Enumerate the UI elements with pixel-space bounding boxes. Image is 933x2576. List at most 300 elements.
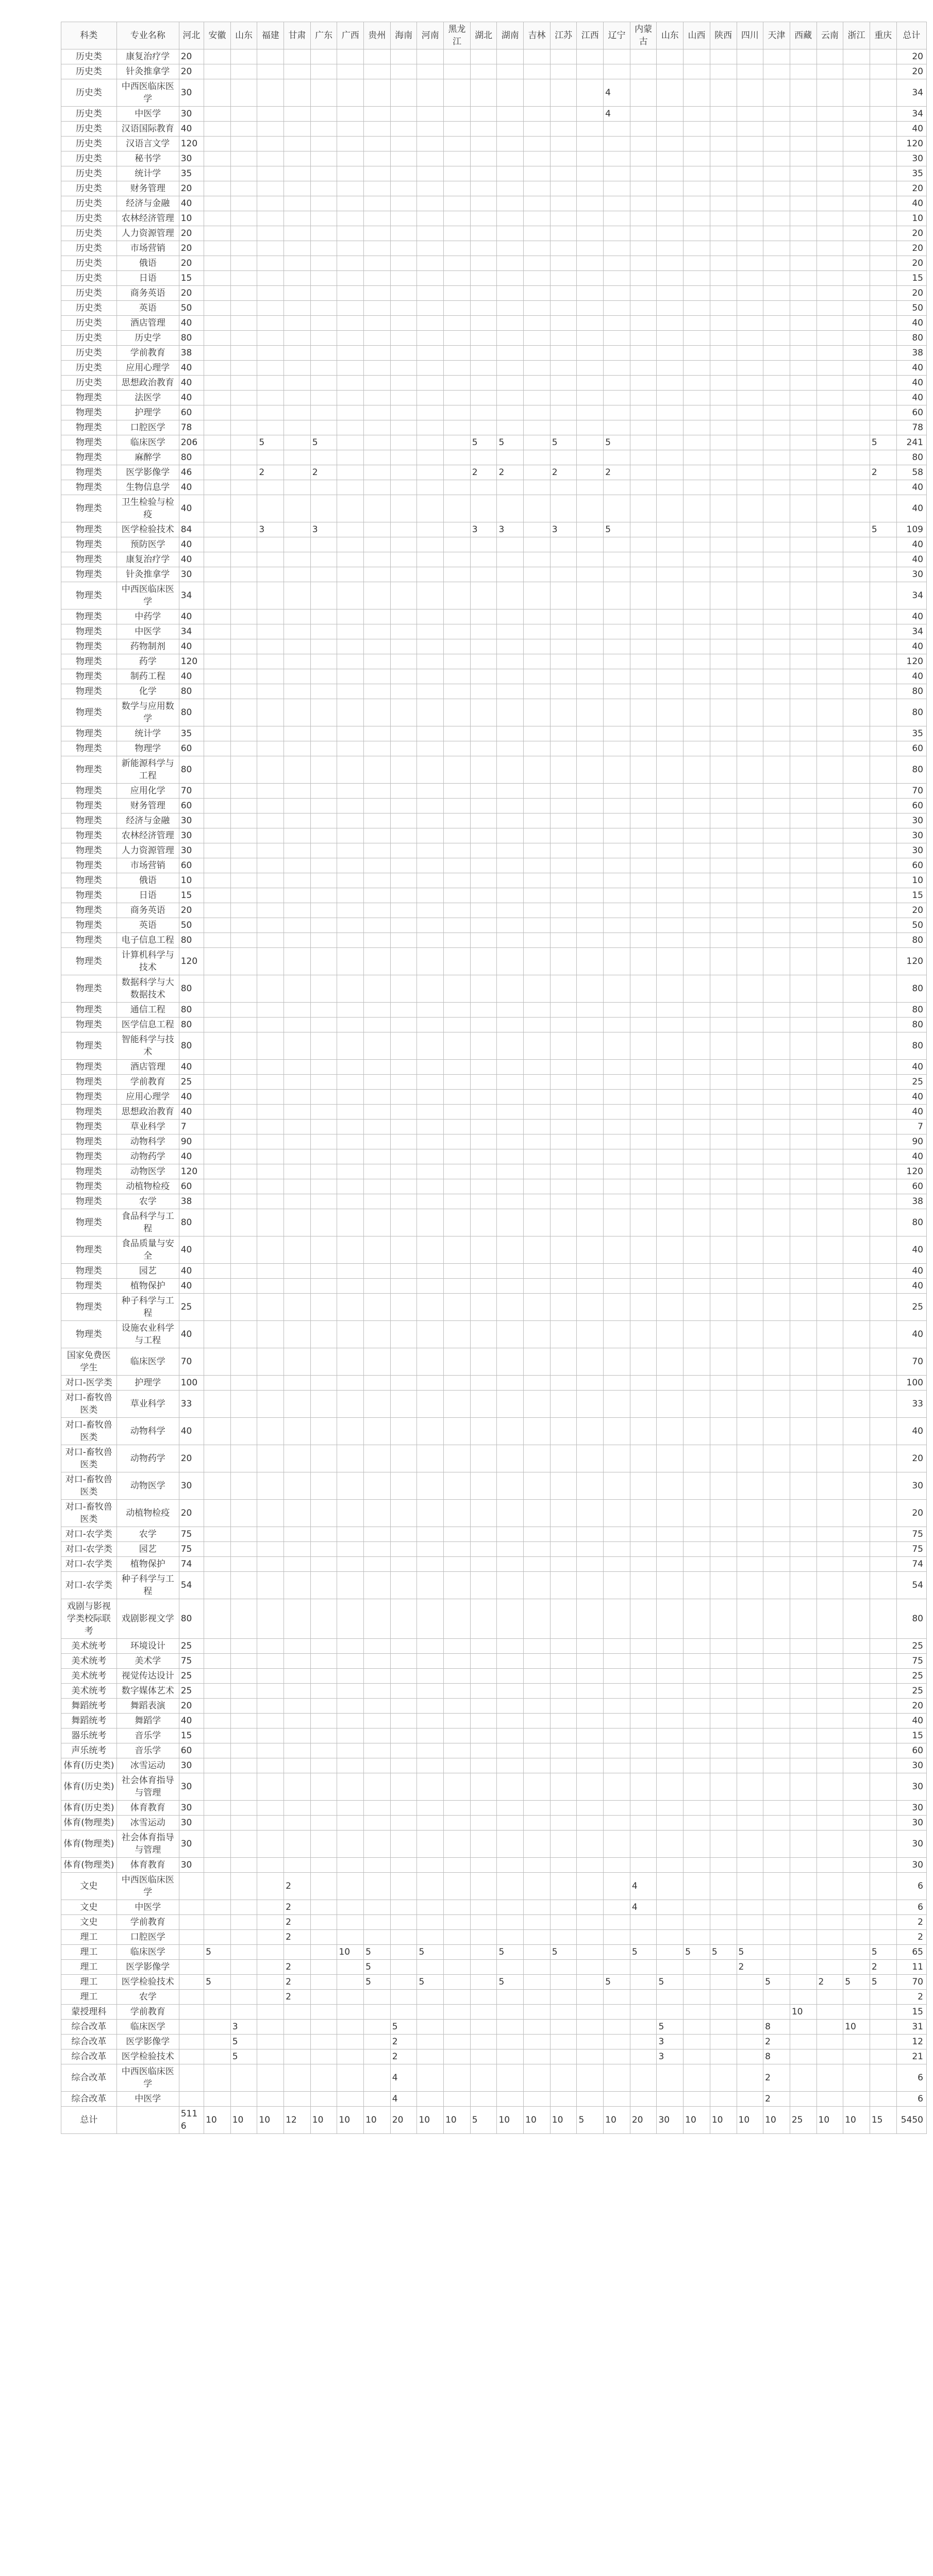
quota-cell: [230, 799, 257, 814]
quota-cell: [737, 122, 763, 137]
quota-cell: [470, 151, 497, 166]
quota-cell: [604, 814, 630, 828]
quota-cell: [684, 933, 710, 948]
quota-cell: [790, 376, 817, 391]
quota-cell: [230, 1572, 257, 1599]
quota-cell: [843, 480, 870, 495]
quota-cell: [390, 137, 417, 151]
quota-cell: [684, 567, 710, 582]
quota-cell: [763, 286, 790, 301]
quota-cell: [763, 1542, 790, 1557]
quota-cell: [817, 1348, 843, 1376]
quota-cell: [684, 2092, 710, 2107]
quota-cell: [870, 1209, 896, 1236]
quota-cell: [417, 873, 444, 888]
quota-cell: 60: [179, 1743, 204, 1758]
quota-cell: [230, 828, 257, 843]
total-cell: 25: [896, 1669, 926, 1684]
quota-cell: [497, 2092, 524, 2107]
quota-cell: 5: [737, 1945, 763, 1960]
quota-cell: [470, 331, 497, 346]
quota-cell: [364, 609, 391, 624]
quota-cell: [470, 933, 497, 948]
quota-cell: [577, 1542, 604, 1557]
quota-cell: [710, 1873, 737, 1900]
quota-cell: [444, 858, 471, 873]
quota-cell: [817, 903, 843, 918]
quota-cell: [230, 286, 257, 301]
quota-cell: [604, 1930, 630, 1945]
quota-cell: [390, 256, 417, 271]
subject-cell: 体育(物理类): [61, 1831, 117, 1858]
quota-cell: [337, 828, 364, 843]
subject-cell: 历史类: [61, 316, 117, 331]
subject-cell: 文史: [61, 1915, 117, 1930]
quota-cell: [497, 1321, 524, 1348]
total-cell: 25: [896, 1639, 926, 1654]
quota-cell: [737, 522, 763, 537]
subject-cell: 综合改革: [61, 2020, 117, 2035]
quota-cell: [337, 2005, 364, 2020]
quota-cell: [817, 256, 843, 271]
quota-cell: [390, 346, 417, 361]
quota-cell: [630, 405, 657, 420]
subject-cell: 理工: [61, 1975, 117, 1990]
quota-cell: [337, 756, 364, 784]
table-row: [61, 1003, 927, 1018]
quota-cell: [604, 1527, 630, 1542]
quota-cell: [870, 1149, 896, 1164]
table-row: [61, 1321, 927, 1348]
quota-cell: [684, 1527, 710, 1542]
quota-cell: 5: [710, 1945, 737, 1960]
quota-cell: [604, 1075, 630, 1090]
quota-cell: [843, 1773, 870, 1801]
quota-cell: [497, 756, 524, 784]
total-cell: 20: [896, 49, 926, 64]
quota-cell: [684, 699, 710, 726]
quota-cell: [310, 582, 337, 609]
quota-cell: [524, 756, 551, 784]
quota-cell: [204, 1164, 231, 1179]
quota-cell: [524, 49, 551, 64]
quota-cell: [843, 1348, 870, 1376]
quota-cell: [684, 1164, 710, 1179]
quota-cell: [364, 1542, 391, 1557]
quota-cell: 206: [179, 435, 204, 450]
quota-cell: 5: [497, 435, 524, 450]
quota-cell: [257, 1684, 284, 1699]
quota-cell: [737, 376, 763, 391]
quota-cell: [817, 975, 843, 1003]
quota-cell: 30: [179, 843, 204, 858]
quota-cell: [230, 107, 257, 122]
quota-cell: [843, 316, 870, 331]
table-row: [61, 1090, 927, 1105]
quota-cell: [550, 582, 577, 609]
quota-cell: [364, 420, 391, 435]
quota-cell: [444, 271, 471, 286]
quota-cell: [870, 1376, 896, 1391]
quota-cell: [630, 316, 657, 331]
quota-cell: [230, 450, 257, 465]
quota-cell: 40: [179, 361, 204, 376]
quota-cell: [230, 948, 257, 975]
quota-cell: [737, 1264, 763, 1279]
quota-cell: 5: [230, 2035, 257, 2049]
quota-cell: [204, 1930, 231, 1945]
quota-cell: [310, 933, 337, 948]
quota-cell: [204, 2064, 231, 2092]
quota-cell: [444, 1264, 471, 1279]
quota-cell: [657, 1075, 684, 1090]
quota-cell: [284, 828, 311, 843]
quota-cell: [524, 480, 551, 495]
quota-cell: [204, 582, 231, 609]
quota-cell: [470, 1801, 497, 1816]
quota-cell: [710, 1090, 737, 1105]
quota-cell: [604, 2049, 630, 2064]
quota-cell: [657, 181, 684, 196]
quota-cell: [843, 2049, 870, 2064]
major-cell: 中医学: [116, 107, 179, 122]
quota-cell: [630, 609, 657, 624]
quota-cell: 10: [737, 2107, 763, 2134]
quota-cell: [470, 49, 497, 64]
quota-cell: [444, 1149, 471, 1164]
quota-cell: [657, 420, 684, 435]
quota-cell: [204, 624, 231, 639]
total-cell: 38: [896, 1194, 926, 1209]
total-cell: 40: [896, 1279, 926, 1294]
quota-cell: [630, 1527, 657, 1542]
quota-cell: [497, 79, 524, 107]
quota-cell: [790, 828, 817, 843]
quota-cell: 25: [790, 2107, 817, 2134]
quota-cell: [737, 1728, 763, 1743]
quota-cell: [870, 933, 896, 948]
quota-cell: [843, 1728, 870, 1743]
quota-cell: [497, 1639, 524, 1654]
quota-cell: [657, 699, 684, 726]
quota-cell: [684, 1990, 710, 2005]
quota-cell: [417, 226, 444, 241]
subject-cell: 物理类: [61, 1179, 117, 1194]
quota-cell: 40: [179, 122, 204, 137]
quota-cell: [737, 699, 763, 726]
quota-cell: [310, 1758, 337, 1773]
quota-cell: [737, 271, 763, 286]
quota-cell: [763, 948, 790, 975]
quota-cell: [817, 316, 843, 331]
quota-cell: [524, 1294, 551, 1321]
quota-cell: [524, 1816, 551, 1831]
quota-cell: [763, 1773, 790, 1801]
quota-cell: [497, 582, 524, 609]
quota-cell: [577, 1149, 604, 1164]
quota-cell: [284, 49, 311, 64]
quota-cell: [790, 799, 817, 814]
quota-cell: [444, 537, 471, 552]
total-cell: 40: [896, 122, 926, 137]
quota-cell: [817, 522, 843, 537]
quota-cell: [390, 211, 417, 226]
quota-cell: [257, 933, 284, 948]
quota-cell: 2: [284, 1915, 311, 1930]
quota-cell: [524, 1179, 551, 1194]
major-cell: 临床医学: [116, 1945, 179, 1960]
quota-cell: 70: [179, 784, 204, 799]
quota-cell: [417, 1391, 444, 1418]
quota-cell: [684, 2049, 710, 2064]
quota-cell: [550, 918, 577, 933]
quota-cell: [257, 799, 284, 814]
quota-cell: [817, 1134, 843, 1149]
quota-cell: [763, 1990, 790, 2005]
quota-cell: [497, 975, 524, 1003]
quota-cell: [257, 1599, 284, 1639]
quota-cell: [390, 799, 417, 814]
quota-cell: [817, 1801, 843, 1816]
quota-cell: [524, 107, 551, 122]
major-cell: 音乐学: [116, 1728, 179, 1743]
quota-cell: [710, 1472, 737, 1500]
quota-cell: [230, 1557, 257, 1572]
quota-cell: 2: [390, 2049, 417, 2064]
quota-cell: [524, 1801, 551, 1816]
quota-cell: [310, 1060, 337, 1075]
quota-cell: [417, 1236, 444, 1264]
quota-cell: [284, 1500, 311, 1527]
quota-cell: [843, 241, 870, 256]
quota-cell: [390, 1003, 417, 1018]
major-cell: 动物科学: [116, 1418, 179, 1445]
quota-cell: [763, 609, 790, 624]
quota-cell: [870, 211, 896, 226]
quota-cell: 2: [870, 465, 896, 480]
quota-cell: [337, 1873, 364, 1900]
quota-cell: [444, 1990, 471, 2005]
quota-cell: [817, 1699, 843, 1714]
quota-cell: [284, 726, 311, 741]
subject-cell: 物理类: [61, 1264, 117, 1279]
quota-cell: [684, 1714, 710, 1728]
quota-cell: 80: [179, 933, 204, 948]
quota-cell: [604, 1743, 630, 1758]
quota-cell: [790, 567, 817, 582]
quota-cell: [604, 1960, 630, 1975]
subject-cell: 综合改革: [61, 2035, 117, 2049]
total-cell: 40: [896, 391, 926, 405]
subject-cell: 对口-农学类: [61, 1557, 117, 1572]
quota-cell: [497, 1209, 524, 1236]
total-cell: 30: [896, 814, 926, 828]
total-cell: 30: [896, 1816, 926, 1831]
quota-cell: [577, 49, 604, 64]
quota-cell: [657, 151, 684, 166]
total-cell: 40: [896, 1105, 926, 1120]
column-header: 总计: [896, 22, 926, 49]
quota-cell: [604, 122, 630, 137]
table-row: [61, 933, 927, 948]
quota-cell: [364, 64, 391, 79]
quota-cell: [444, 522, 471, 537]
quota-cell: [444, 405, 471, 420]
quota-cell: [417, 843, 444, 858]
quota-cell: [417, 1873, 444, 1900]
quota-cell: [444, 331, 471, 346]
quota-cell: [737, 301, 763, 316]
total-cell: 80: [896, 756, 926, 784]
quota-cell: [763, 784, 790, 799]
quota-cell: [684, 1032, 710, 1060]
quota-cell: 2: [470, 465, 497, 480]
quota-cell: [179, 2092, 204, 2107]
quota-cell: [817, 552, 843, 567]
quota-cell: [444, 420, 471, 435]
quota-cell: [470, 1816, 497, 1831]
quota-cell: [310, 480, 337, 495]
quota-cell: [737, 1209, 763, 1236]
quota-cell: [230, 166, 257, 181]
quota-cell: 40: [179, 552, 204, 567]
quota-cell: [524, 1572, 551, 1599]
major-cell: 麻醉学: [116, 450, 179, 465]
quota-cell: [257, 1090, 284, 1105]
column-header: 黑龙江: [444, 22, 471, 49]
quota-cell: [684, 975, 710, 1003]
quota-cell: [257, 567, 284, 582]
quota-cell: [257, 858, 284, 873]
quota-cell: [337, 2064, 364, 2092]
quota-cell: [657, 1557, 684, 1572]
column-header: 福建: [257, 22, 284, 49]
quota-cell: [310, 391, 337, 405]
quota-cell: [524, 166, 551, 181]
quota-cell: [577, 1060, 604, 1075]
total-cell: 74: [896, 1557, 926, 1572]
quota-cell: [550, 211, 577, 226]
quota-cell: [524, 1032, 551, 1060]
quota-cell: [737, 537, 763, 552]
quota-cell: [710, 465, 737, 480]
quota-cell: 10: [604, 2107, 630, 2134]
major-cell: 应用心理学: [116, 361, 179, 376]
quota-cell: [497, 1557, 524, 1572]
quota-cell: [870, 1990, 896, 2005]
quota-cell: [737, 873, 763, 888]
quota-cell: [550, 1542, 577, 1557]
quota-cell: [737, 64, 763, 79]
quota-cell: [763, 684, 790, 699]
quota-cell: [630, 1654, 657, 1669]
quota-cell: [737, 843, 763, 858]
quota-cell: [470, 1915, 497, 1930]
quota-cell: [870, 741, 896, 756]
subject-cell: 对口-畜牧兽医类: [61, 1500, 117, 1527]
quota-cell: [310, 1816, 337, 1831]
quota-cell: 20: [179, 181, 204, 196]
quota-cell: 5: [843, 1975, 870, 1990]
quota-cell: [524, 537, 551, 552]
quota-cell: [257, 1003, 284, 1018]
quota-cell: [497, 1149, 524, 1164]
quota-cell: [684, 1816, 710, 1831]
quota-cell: [843, 495, 870, 522]
quota-cell: [763, 151, 790, 166]
total-cell: 30: [896, 1773, 926, 1801]
quota-cell: [790, 1773, 817, 1801]
quota-cell: [524, 684, 551, 699]
quota-cell: [630, 948, 657, 975]
quota-cell: [550, 301, 577, 316]
quota-cell: [630, 49, 657, 64]
quota-cell: [470, 1348, 497, 1376]
quota-cell: [577, 1376, 604, 1391]
quota-cell: [737, 331, 763, 346]
quota-cell: [737, 948, 763, 975]
quota-cell: [550, 609, 577, 624]
total-cell: 70: [896, 1348, 926, 1376]
quota-cell: [870, 669, 896, 684]
quota-cell: 80: [179, 684, 204, 699]
quota-cell: [577, 331, 604, 346]
quota-cell: [870, 1018, 896, 1032]
quota-cell: [390, 609, 417, 624]
quota-cell: [737, 814, 763, 828]
quota-cell: [870, 1930, 896, 1945]
quota-cell: [470, 1831, 497, 1858]
quota-cell: [230, 975, 257, 1003]
quota-cell: [417, 828, 444, 843]
quota-cell: [444, 1758, 471, 1773]
quota-cell: [257, 903, 284, 918]
quota-cell: [230, 480, 257, 495]
quota-cell: [417, 241, 444, 256]
quota-cell: [710, 1930, 737, 1945]
quota-cell: [790, 1873, 817, 1900]
quota-cell: [524, 858, 551, 873]
quota-cell: [204, 609, 231, 624]
quota-cell: [310, 903, 337, 918]
quota-cell: [524, 1743, 551, 1758]
quota-cell: [497, 1294, 524, 1321]
quota-cell: 5: [390, 2020, 417, 2035]
quota-cell: [310, 1179, 337, 1194]
quota-cell: [630, 1149, 657, 1164]
quota-cell: [763, 79, 790, 107]
subject-cell: 物理类: [61, 1120, 117, 1134]
quota-cell: [524, 1654, 551, 1669]
quota-cell: [257, 346, 284, 361]
quota-cell: [497, 552, 524, 567]
quota-cell: [417, 1376, 444, 1391]
quota-cell: [737, 226, 763, 241]
major-cell: 日语: [116, 888, 179, 903]
quota-cell: [577, 918, 604, 933]
major-cell: 食品科学与工程: [116, 1209, 179, 1236]
quota-cell: [737, 552, 763, 567]
quota-cell: [444, 741, 471, 756]
quota-cell: [257, 609, 284, 624]
quota-cell: [843, 166, 870, 181]
quota-cell: [364, 376, 391, 391]
quota-cell: [417, 1294, 444, 1321]
quota-cell: [337, 1179, 364, 1194]
quota-cell: [230, 1500, 257, 1527]
quota-cell: [284, 286, 311, 301]
quota-cell: [684, 1654, 710, 1669]
